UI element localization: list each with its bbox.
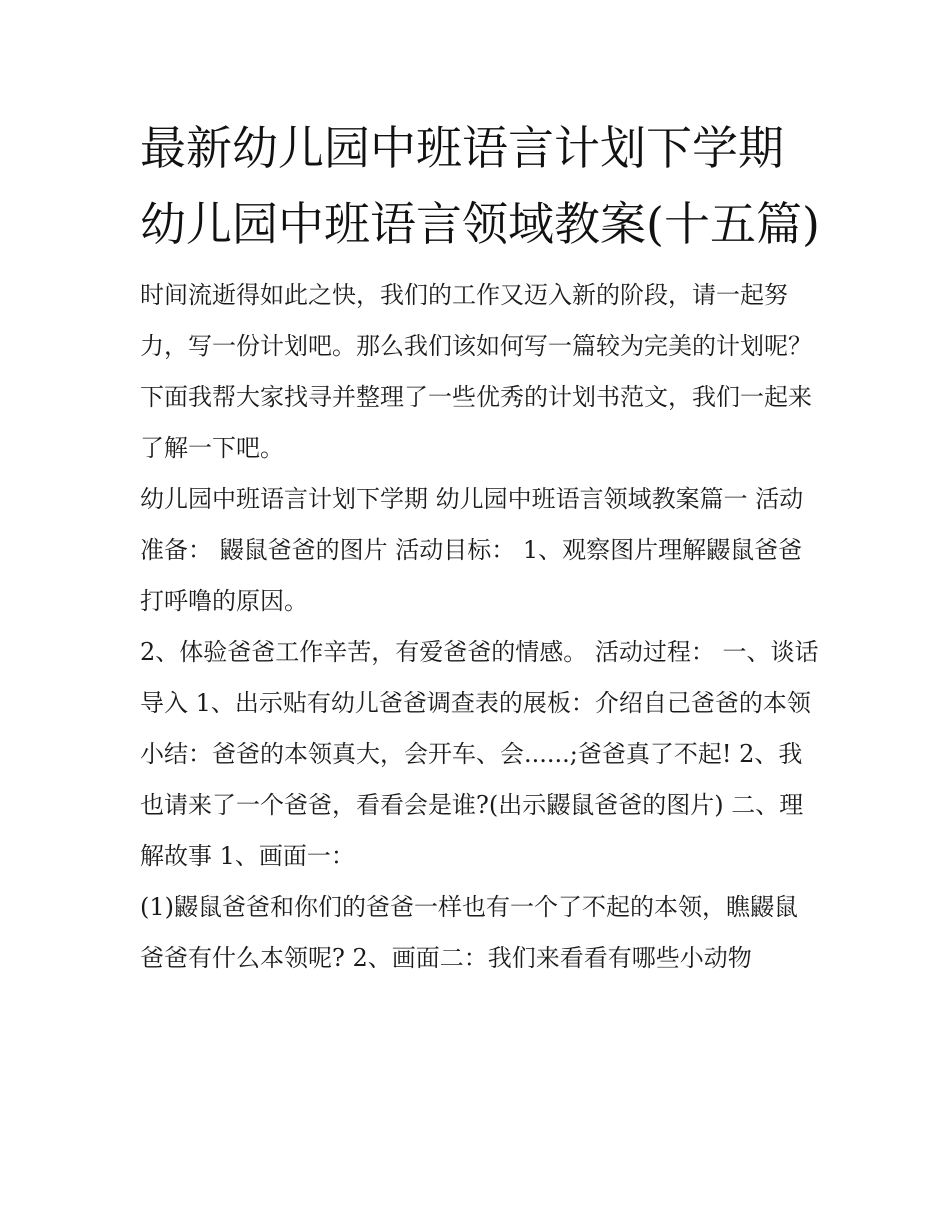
paragraph-summary: 小结：爸爸的本领真大，会开车、会......;爸爸真了不起! 2、我也请来了一个爸爸，看看会是谁?(出示鼹鼠爸爸的图片) 二、理解故事 1、画面一： bbox=[140, 740, 804, 870]
document-title: 最新幼儿园中班语言计划下学期 幼儿园中班语言领域教案(十五篇) bbox=[140, 121, 820, 251]
paragraph-intro: 时间流逝得如此之快，我们的工作又迈入新的阶段，请一起努力，写一份计划吧。那么我们该如何写一篇较为完美的计划呢？下面我帮大家找寻并整理了一些优秀的计划书范文，我们一起来了解一下吧。 bbox=[140, 281, 812, 462]
paragraph-picture-one: (1)鼹鼠爸爸和你们的爸爸一样也有一个了不起的本领，瞧鼹鼠爸爸有什么本领呢? 2、画面二：我们来看看有哪些小动物 bbox=[140, 893, 798, 972]
paragraph-lesson-one-process: 2、体验爸爸工作辛苦，有爱爸爸的情感。 活动过程： 一、谈话导入 1、出示贴有幼儿爸爸调查表的展板：介绍自己爸爸的本领 bbox=[140, 638, 819, 717]
document-body bbox=[140, 110, 820, 984]
paragraph-lesson-one-prep: 幼儿园中班语言计划下学期 幼儿园中班语言领域教案篇一 活动准备： 鼹鼠爸爸的图片 活动目标： 1、观察图片理解鼹鼠爸爸打呼噜的原因。 bbox=[140, 485, 804, 615]
